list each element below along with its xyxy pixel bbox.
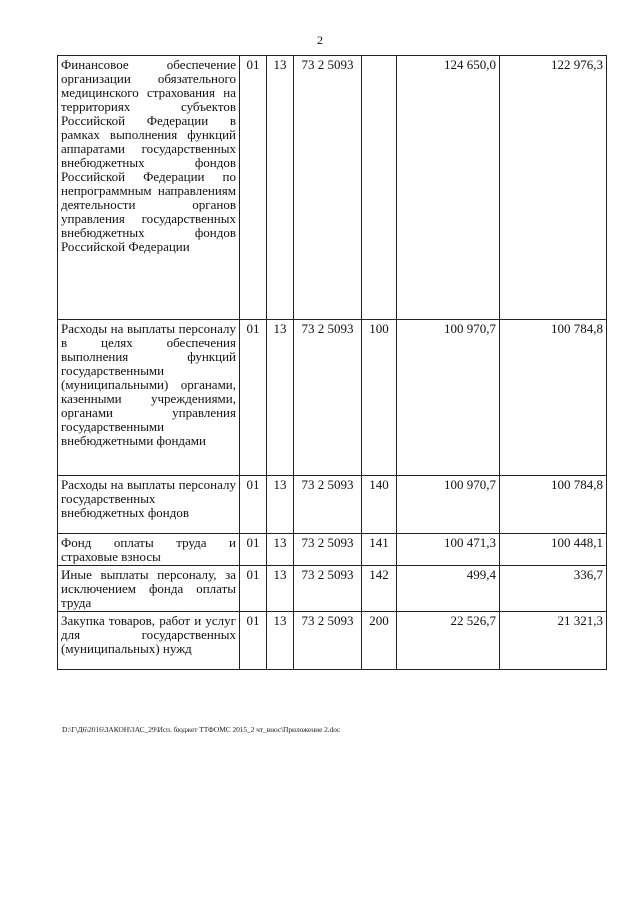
row-executed-sum-cell: 100 448,1 bbox=[500, 534, 607, 566]
table-row bbox=[58, 566, 607, 612]
row-planned-sum-cell: 499,4 bbox=[397, 566, 500, 612]
row-name-cell: Фонд оплаты труда и страховые взносы bbox=[58, 534, 240, 566]
row-planned-sum-cell: 124 650,0 bbox=[397, 56, 500, 320]
row-subsection-cell: 13 bbox=[267, 476, 294, 534]
row-name-cell: Расходы на выплаты персоналу в целях обеспечения выполнения функций государственными (муниципальными) органами, казенными учреждениями, органами управления государственными внебюджетными фондами bbox=[58, 320, 240, 476]
row-executed-sum-cell: 100 784,8 bbox=[500, 320, 607, 476]
row-section-cell: 01 bbox=[240, 56, 267, 320]
row-subsection-cell: 13 bbox=[267, 566, 294, 612]
row-expense-type-cell: 200 bbox=[362, 612, 397, 670]
row-subsection-cell: 13 bbox=[267, 612, 294, 670]
row-target-article-cell: 73 2 5093 bbox=[294, 566, 362, 612]
row-planned-sum-cell: 100 471,3 bbox=[397, 534, 500, 566]
footer-file-path: D:\Г\Д6\2016\ЗАКОН\ЗАС_29\Исп. бюджет ТТФОМС 2015_2 чт_внос\Приложение 2.doc bbox=[62, 725, 341, 734]
row-name-cell: Расходы на выплаты персоналу государственных внебюджетных фондов bbox=[58, 476, 240, 534]
row-subsection-cell: 13 bbox=[267, 534, 294, 566]
row-planned-sum-cell: 100 970,7 bbox=[397, 476, 500, 534]
row-section-cell: 01 bbox=[240, 476, 267, 534]
budget-table bbox=[57, 55, 607, 670]
row-name-cell: Иные выплаты персоналу, за исключением фонда оплаты труда bbox=[58, 566, 240, 612]
row-executed-sum-cell: 100 784,8 bbox=[500, 476, 607, 534]
row-subsection-cell: 13 bbox=[267, 320, 294, 476]
row-target-article-cell: 73 2 5093 bbox=[294, 612, 362, 670]
table-row bbox=[58, 56, 607, 320]
row-section-cell: 01 bbox=[240, 534, 267, 566]
row-expense-type-cell: 100 bbox=[362, 320, 397, 476]
row-section-cell: 01 bbox=[240, 566, 267, 612]
row-target-article-cell: 73 2 5093 bbox=[294, 320, 362, 476]
row-expense-type-cell bbox=[362, 56, 397, 320]
row-target-article-cell: 73 2 5093 bbox=[294, 534, 362, 566]
row-executed-sum-cell: 21 321,3 bbox=[500, 612, 607, 670]
row-executed-sum-cell: 122 976,3 bbox=[500, 56, 607, 320]
row-expense-type-cell: 142 bbox=[362, 566, 397, 612]
row-executed-sum-cell: 336,7 bbox=[500, 566, 607, 612]
table-row bbox=[58, 612, 607, 670]
table-row bbox=[58, 320, 607, 476]
row-target-article-cell: 73 2 5093 bbox=[294, 56, 362, 320]
row-section-cell: 01 bbox=[240, 320, 267, 476]
row-expense-type-cell: 141 bbox=[362, 534, 397, 566]
table-row bbox=[58, 476, 607, 534]
table-row bbox=[58, 534, 607, 566]
row-planned-sum-cell: 100 970,7 bbox=[397, 320, 500, 476]
row-section-cell: 01 bbox=[240, 612, 267, 670]
row-planned-sum-cell: 22 526,7 bbox=[397, 612, 500, 670]
row-name-cell: Закупка товаров, работ и услуг для государственных (муниципальных) нужд bbox=[58, 612, 240, 670]
row-target-article-cell: 73 2 5093 bbox=[294, 476, 362, 534]
row-name-cell: Финансовое обеспечение организации обязательного медицинского страхования на территориях субъектов Российской Федерации в рамках выполнения функций аппаратами государственных внебюджетных фондов Российской Федерации по непрограммным направлениям деятельности органов управления государственных внебюджетных фондов Российской Федерации bbox=[58, 56, 240, 320]
row-expense-type-cell: 140 bbox=[362, 476, 397, 534]
row-subsection-cell: 13 bbox=[267, 56, 294, 320]
page-number: 2 bbox=[317, 33, 323, 47]
